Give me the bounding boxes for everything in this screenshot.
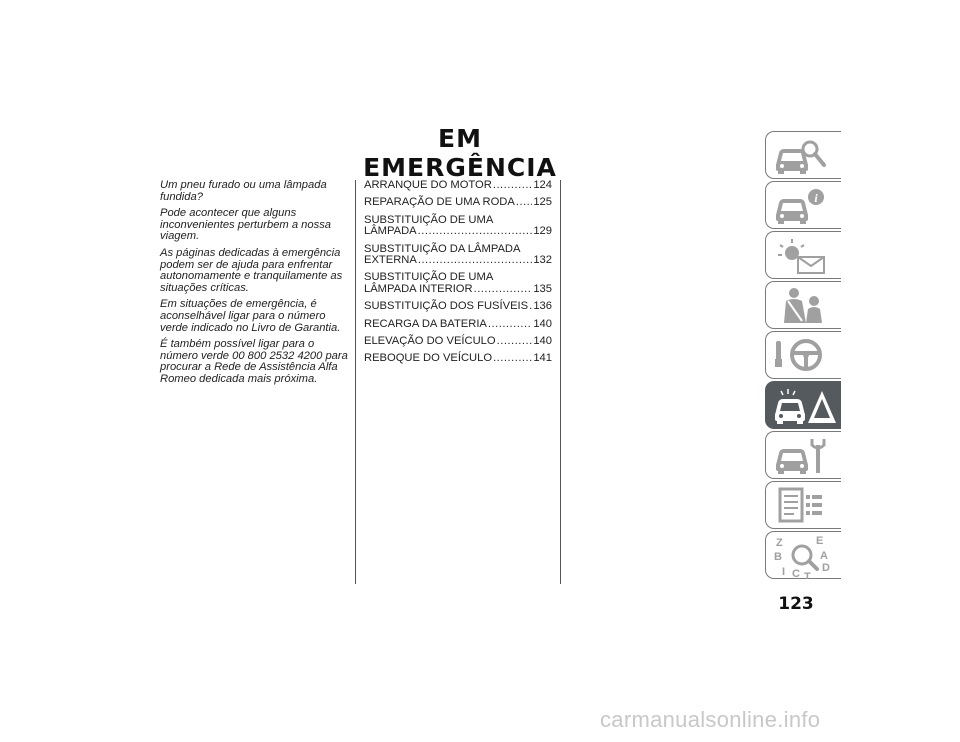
toc-page: 140	[533, 335, 552, 348]
car-search-icon	[772, 135, 832, 177]
toc-page: 140	[533, 317, 552, 330]
toc-entry[interactable]	[364, 301, 552, 312]
intro-paragraph: Pode acontecer que alguns inconvenientes perturbem a nossa viagem.	[160, 207, 332, 243]
chapter-tab-dashboard[interactable]	[765, 181, 841, 229]
intro-paragraph: É também possível ligar para o número verde 00 800 2532 4200 para procurar a Rede de Assistência Alfa Romeo dedicada mais próxima.	[160, 338, 348, 385]
toc-entry[interactable]	[364, 353, 552, 364]
technical-data-list-icon	[772, 485, 832, 527]
toc-page: 132	[533, 254, 552, 267]
intro-paragraph: As páginas dedicadas à emergência podem ser de ajuda para enfrentar autonomamente e tranquilamente as situações críticas.	[160, 246, 343, 294]
chapter-tab-vehicle-knowledge[interactable]	[765, 131, 841, 179]
toc-label: RECARGA DA BATERIA	[364, 317, 487, 330]
chapter-tab-warning-lights[interactable]	[765, 231, 841, 279]
index-letter: T	[804, 571, 811, 579]
intro-text	[160, 180, 352, 391]
toc-label: EXTERNA	[364, 254, 417, 267]
toc-page: 136	[533, 300, 552, 313]
toc-label: LÂMPADA INTERIOR	[364, 282, 473, 295]
steering-wheel-key-icon	[772, 335, 832, 377]
toc-page: 124	[533, 179, 552, 191]
index-letter: D	[822, 562, 830, 574]
toc-label-line1: SUBSTITUIÇÃO DA LÂMPADA	[364, 242, 521, 255]
airbag-seatbelt-icon	[772, 285, 832, 327]
toc-label: REPARAÇÃO DE UMA RODA	[364, 196, 515, 209]
toc-label: SUBSTITUIÇÃO DOS FUSÍVEIS	[364, 300, 529, 313]
toc-label: ELEVAÇÃO DO VEÍCULO	[364, 335, 496, 348]
index-letter: A	[820, 550, 828, 562]
toc-label: REBOQUE DO VEÍCULO	[364, 352, 493, 365]
toc-page: 129	[533, 225, 552, 238]
table-of-contents	[364, 180, 552, 371]
toc-entry[interactable]	[364, 215, 552, 238]
toc-page: 141	[533, 352, 552, 365]
toc-label-line1: SUBSTITUIÇÃO DE UMA	[364, 213, 494, 226]
chapter-tab-index[interactable]	[765, 531, 841, 579]
index-letter: C	[792, 568, 800, 579]
page-title: EM EMERGÊNCIA	[363, 124, 557, 182]
index-letter: I	[782, 566, 786, 578]
chapter-tab-maintenance[interactable]	[765, 431, 841, 479]
intro-paragraph: Um pneu furado ou uma lâmpada fundida?	[160, 179, 327, 203]
watermark: carmanualsonline.info	[600, 707, 821, 732]
toc-label-line1: SUBSTITUIÇÃO DE UMA	[364, 271, 494, 284]
toc-label: LÂMPADA	[364, 225, 417, 238]
chapter-tab-emergency[interactable]	[765, 381, 841, 429]
svg-text:i: i	[814, 191, 818, 205]
car-breakdown-warning-icon	[772, 385, 838, 427]
toc-page: 125	[533, 196, 552, 209]
toc-entry[interactable]	[364, 180, 552, 191]
chapter-tab-starting-driving[interactable]	[765, 331, 841, 379]
chapter-tab-safety[interactable]	[765, 281, 841, 329]
page-number: 123	[778, 594, 814, 614]
column-divider	[560, 180, 561, 584]
alphabetical-index-icon	[772, 535, 838, 579]
index-letter: B	[774, 551, 782, 563]
column-divider	[355, 180, 356, 584]
chapter-tab-technical-data[interactable]	[765, 481, 841, 529]
index-letter: Z	[776, 537, 783, 549]
car-info-icon	[772, 185, 832, 227]
toc-entry[interactable]	[364, 272, 552, 295]
toc-entry[interactable]	[364, 319, 552, 330]
car-wrench-icon	[772, 435, 832, 477]
index-letter: E	[816, 535, 824, 547]
toc-entry[interactable]	[364, 244, 552, 267]
warning-light-envelope-icon	[772, 235, 832, 277]
toc-page: 135	[533, 282, 552, 295]
intro-paragraph: Em situações de emergência, é aconselhável ligar para o número verde indicado no Livro de Garantia.	[160, 298, 341, 334]
toc-entry[interactable]	[364, 197, 552, 208]
toc-label: ARRANQUE DO MOTOR	[364, 179, 492, 191]
toc-entry[interactable]	[364, 336, 552, 347]
